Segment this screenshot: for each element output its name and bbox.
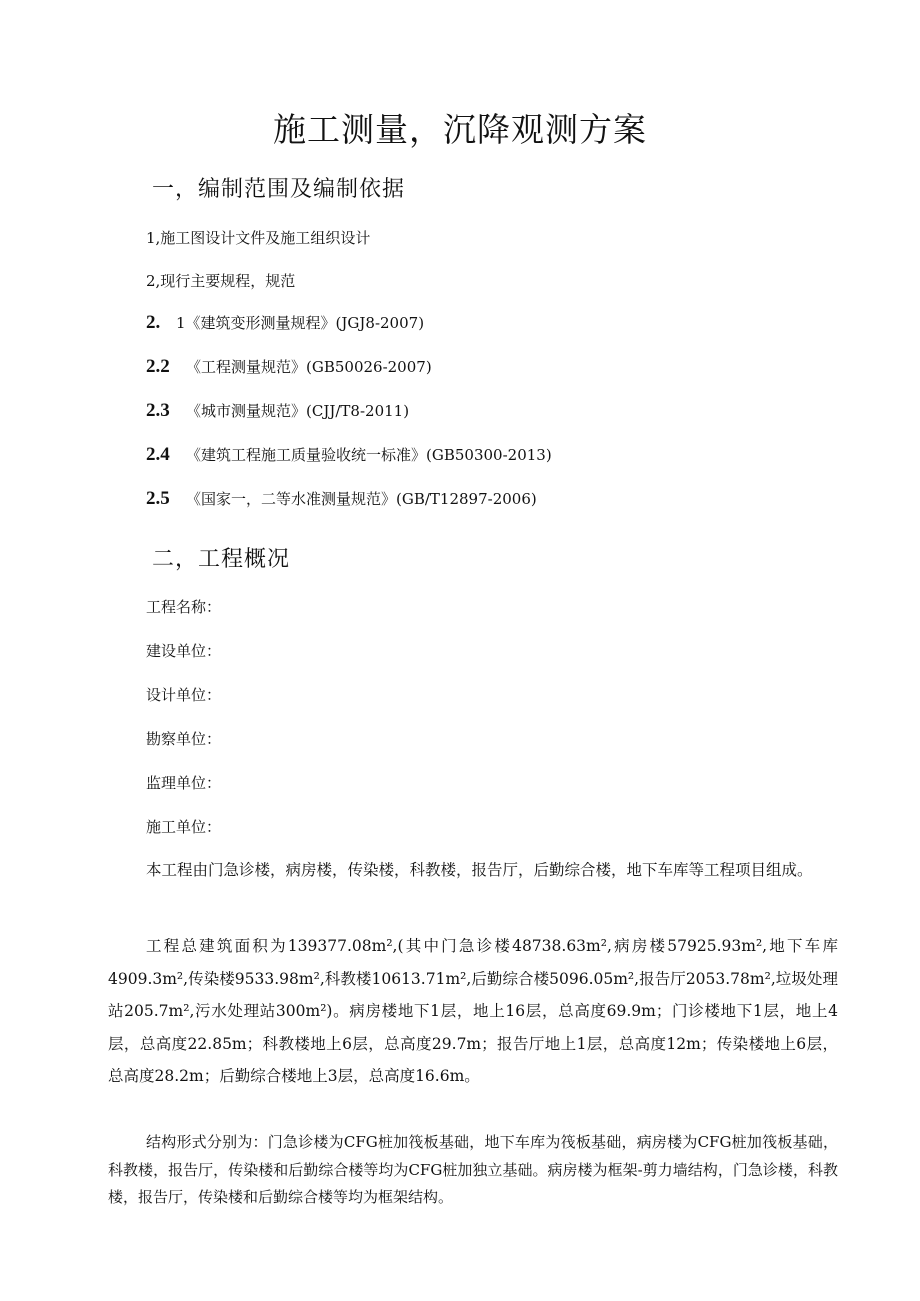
paragraph-structure: 结构形式分别为：门急诊楼为CFG桩加筏板基础，地下车库为筏板基础，病房楼为CFG桩加筏板基础，科教楼，报告厅，传染楼和后勤综合楼等均为CFG桩加独立基础。病房楼为框架-剪力墙结构，门急诊楼，科教楼，报告厅，传染楼和后勤综合楼等均为框架结构。: [108, 1133, 838, 1206]
basis-item-1: 1,施工图设计文件及施工组织设计: [146, 229, 371, 247]
standard-ref: [146, 312, 424, 334]
document-title: 施工测量，沉降观测方案: [273, 110, 647, 149]
standard-ref-text: 《建筑工程施工质量验收统一标准》(GB50300-2013): [186, 446, 552, 464]
standard-ref-number: 2.2: [146, 356, 170, 377]
standard-ref-text: 《国家一，二等水准测量规范》(GB/T12897-2006): [186, 490, 537, 508]
section-heading-overview: 二，工程概况: [152, 547, 291, 572]
section-heading-scope: 一，编制范围及编制依据: [152, 177, 406, 202]
paragraph-composition: 本工程由门急诊楼，病房楼，传染楼，科教楼，报告厅，后勤综合楼，地下车库等工程项目组成。: [146, 861, 813, 879]
standard-ref: [146, 356, 432, 378]
standard-ref-number: 2.3: [146, 400, 170, 421]
standard-ref: [146, 400, 409, 422]
standard-ref-text: 《城市测量规范》(CJJ/T8-2011): [186, 402, 410, 420]
standard-ref: [146, 488, 537, 510]
standard-ref-number: 2.5: [146, 488, 170, 509]
basis-item-2: 2,现行主要规程，规范: [146, 272, 296, 290]
standard-ref-text: 1《建筑变形测量规程》(JGJ8-2007): [176, 314, 425, 332]
standard-ref-number: 2.: [146, 312, 161, 333]
field-contractor: 施工单位：: [146, 818, 222, 836]
standard-ref-text: 《工程测量规范》(GB50026-2007): [186, 358, 432, 376]
standard-ref: [146, 444, 552, 466]
field-surveyor: 勘察单位：: [146, 730, 222, 748]
standard-ref-number: 2.4: [146, 444, 170, 465]
field-project-name: 工程名称：: [146, 598, 222, 616]
paragraph-area-heights: 工程总建筑面积为139377.08m²,(其中门急诊楼48738.63m²,病房楼57925.93m²,地下车库4909.3m²,传染楼9533.98m²,科教楼10613.71m²,后勤综合楼5096.05m²,报告厅2053.78m²,垃圾处理站205.7m²,污水处理站300m²)。病房楼地下1层，地上16层，总高度69.9m；门诊楼地下1层，地上4层，总高度22.85m；科教楼地上6层，总高度29.7m；报告厅地上1层，总高度12m；传染楼地上6层，总高度28.2m；后勤综合楼地上3层，总高度16.6m。: [108, 937, 838, 1085]
field-designer: 设计单位：: [146, 686, 222, 704]
field-supervisor: 监理单位：: [146, 774, 222, 792]
field-owner: 建设单位：: [146, 642, 222, 660]
